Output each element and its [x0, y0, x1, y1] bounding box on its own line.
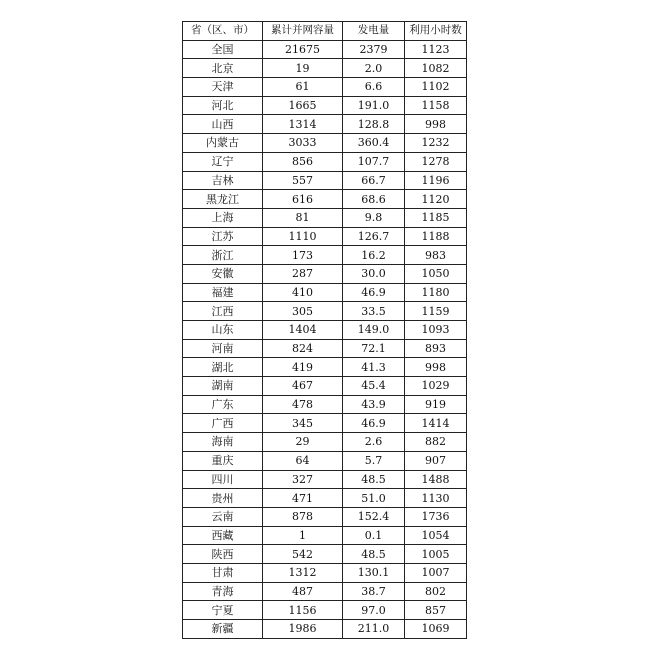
province-cell: 云南 — [183, 507, 263, 526]
capacity-cell: 410 — [263, 283, 343, 302]
header-generation: 发电量 — [343, 22, 405, 41]
capacity-cell: 616 — [263, 190, 343, 209]
generation-cell: 66.7 — [343, 171, 405, 190]
table-row — [183, 507, 467, 526]
province-cell: 青海 — [183, 582, 263, 601]
hours-cell: 1159 — [405, 302, 467, 321]
table-row — [183, 227, 467, 246]
hours-cell: 893 — [405, 339, 467, 358]
capacity-cell: 3033 — [263, 134, 343, 153]
capacity-cell: 1156 — [263, 601, 343, 620]
hours-cell: 857 — [405, 601, 467, 620]
generation-cell: 43.9 — [343, 395, 405, 414]
table-row — [183, 78, 467, 97]
province-cell: 山东 — [183, 321, 263, 340]
generation-cell: 130.1 — [343, 563, 405, 582]
capacity-cell: 305 — [263, 302, 343, 321]
capacity-cell: 542 — [263, 545, 343, 564]
province-cell: 重庆 — [183, 451, 263, 470]
hours-cell: 907 — [405, 451, 467, 470]
generation-cell: 48.5 — [343, 470, 405, 489]
table-row — [183, 395, 467, 414]
hours-cell: 919 — [405, 395, 467, 414]
generation-cell: 68.6 — [343, 190, 405, 209]
capacity-cell: 878 — [263, 507, 343, 526]
table-row — [183, 377, 467, 396]
capacity-cell: 557 — [263, 171, 343, 190]
province-cell: 上海 — [183, 208, 263, 227]
province-cell: 河南 — [183, 339, 263, 358]
table-row — [183, 171, 467, 190]
province-cell: 广西 — [183, 414, 263, 433]
capacity-cell: 1 — [263, 526, 343, 545]
table-row — [183, 264, 467, 283]
table-row — [183, 545, 467, 564]
province-cell: 辽宁 — [183, 152, 263, 171]
province-cell: 天津 — [183, 78, 263, 97]
generation-cell: 2379 — [343, 40, 405, 59]
header-capacity: 累计并网容量 — [263, 22, 343, 41]
table-row — [183, 358, 467, 377]
hours-cell: 1029 — [405, 377, 467, 396]
province-cell: 北京 — [183, 59, 263, 78]
table-row — [183, 190, 467, 209]
generation-cell: 97.0 — [343, 601, 405, 620]
generation-cell: 46.9 — [343, 414, 405, 433]
table-row — [183, 302, 467, 321]
generation-cell: 5.7 — [343, 451, 405, 470]
generation-cell: 2.6 — [343, 433, 405, 452]
table-row — [183, 152, 467, 171]
capacity-cell: 1312 — [263, 563, 343, 582]
generation-cell: 16.2 — [343, 246, 405, 265]
table-row — [183, 470, 467, 489]
hours-cell: 1185 — [405, 208, 467, 227]
hours-cell: 998 — [405, 115, 467, 134]
hours-cell: 802 — [405, 582, 467, 601]
capacity-cell: 1110 — [263, 227, 343, 246]
capacity-cell: 1665 — [263, 96, 343, 115]
generation-cell: 107.7 — [343, 152, 405, 171]
generation-cell: 2.0 — [343, 59, 405, 78]
table-row — [183, 620, 467, 639]
capacity-cell: 64 — [263, 451, 343, 470]
generation-cell: 128.8 — [343, 115, 405, 134]
generation-cell: 38.7 — [343, 582, 405, 601]
generation-cell: 149.0 — [343, 321, 405, 340]
capacity-cell: 61 — [263, 78, 343, 97]
generation-cell: 6.6 — [343, 78, 405, 97]
table-row — [183, 40, 467, 59]
generation-cell: 46.9 — [343, 283, 405, 302]
table-row — [183, 208, 467, 227]
province-cell: 甘肃 — [183, 563, 263, 582]
hours-cell: 1130 — [405, 489, 467, 508]
hours-cell: 1102 — [405, 78, 467, 97]
province-cell: 江苏 — [183, 227, 263, 246]
hours-cell: 882 — [405, 433, 467, 452]
province-cell: 湖南 — [183, 377, 263, 396]
hours-cell: 1232 — [405, 134, 467, 153]
hours-cell: 1054 — [405, 526, 467, 545]
hours-cell: 1188 — [405, 227, 467, 246]
generation-cell: 72.1 — [343, 339, 405, 358]
table-row — [183, 489, 467, 508]
capacity-cell: 81 — [263, 208, 343, 227]
table-row — [183, 582, 467, 601]
capacity-cell: 419 — [263, 358, 343, 377]
capacity-cell: 471 — [263, 489, 343, 508]
province-cell: 陕西 — [183, 545, 263, 564]
generation-cell: 33.5 — [343, 302, 405, 321]
capacity-cell: 824 — [263, 339, 343, 358]
capacity-cell: 856 — [263, 152, 343, 171]
capacity-cell: 467 — [263, 377, 343, 396]
generation-cell: 211.0 — [343, 620, 405, 639]
province-cell: 安徽 — [183, 264, 263, 283]
capacity-cell: 327 — [263, 470, 343, 489]
table-row — [183, 339, 467, 358]
hours-cell: 1082 — [405, 59, 467, 78]
table-row — [183, 246, 467, 265]
generation-cell: 9.8 — [343, 208, 405, 227]
hours-cell: 1050 — [405, 264, 467, 283]
generation-cell: 0.1 — [343, 526, 405, 545]
province-cell: 贵州 — [183, 489, 263, 508]
hours-cell: 1180 — [405, 283, 467, 302]
hours-cell: 1196 — [405, 171, 467, 190]
hours-cell: 1278 — [405, 152, 467, 171]
province-cell: 海南 — [183, 433, 263, 452]
hours-cell: 1007 — [405, 563, 467, 582]
generation-cell: 360.4 — [343, 134, 405, 153]
hours-cell: 1414 — [405, 414, 467, 433]
table-row — [183, 59, 467, 78]
province-cell: 四川 — [183, 470, 263, 489]
generation-cell: 191.0 — [343, 96, 405, 115]
table-row — [183, 451, 467, 470]
table-row — [183, 414, 467, 433]
wind-power-table — [182, 21, 467, 639]
province-cell: 湖北 — [183, 358, 263, 377]
hours-cell: 1069 — [405, 620, 467, 639]
capacity-cell: 287 — [263, 264, 343, 283]
province-cell: 宁夏 — [183, 601, 263, 620]
generation-cell: 41.3 — [343, 358, 405, 377]
hours-cell: 998 — [405, 358, 467, 377]
province-cell: 黑龙江 — [183, 190, 263, 209]
table-row — [183, 563, 467, 582]
table-row — [183, 433, 467, 452]
generation-cell: 51.0 — [343, 489, 405, 508]
province-cell: 江西 — [183, 302, 263, 321]
province-cell: 吉林 — [183, 171, 263, 190]
capacity-cell: 1314 — [263, 115, 343, 134]
table-row — [183, 96, 467, 115]
province-cell: 山西 — [183, 115, 263, 134]
table-row — [183, 283, 467, 302]
table-row — [183, 601, 467, 620]
header-province: 省（区、市） — [183, 22, 263, 41]
hours-cell: 1120 — [405, 190, 467, 209]
generation-cell: 30.0 — [343, 264, 405, 283]
capacity-cell: 19 — [263, 59, 343, 78]
capacity-cell: 1404 — [263, 321, 343, 340]
province-cell: 全国 — [183, 40, 263, 59]
table-row — [183, 134, 467, 153]
capacity-cell: 21675 — [263, 40, 343, 59]
province-cell: 新疆 — [183, 620, 263, 639]
header-utilization-hours: 利用小时数 — [405, 22, 467, 41]
capacity-cell: 1986 — [263, 620, 343, 639]
table-body — [183, 40, 467, 638]
table-header-row — [183, 22, 467, 41]
generation-cell: 126.7 — [343, 227, 405, 246]
table-row — [183, 526, 467, 545]
capacity-cell: 173 — [263, 246, 343, 265]
hours-cell: 1123 — [405, 40, 467, 59]
province-cell: 广东 — [183, 395, 263, 414]
generation-cell: 48.5 — [343, 545, 405, 564]
hours-cell: 1488 — [405, 470, 467, 489]
province-cell: 河北 — [183, 96, 263, 115]
province-cell: 福建 — [183, 283, 263, 302]
hours-cell: 1158 — [405, 96, 467, 115]
table-row — [183, 321, 467, 340]
capacity-cell: 487 — [263, 582, 343, 601]
generation-cell: 45.4 — [343, 377, 405, 396]
province-cell: 内蒙古 — [183, 134, 263, 153]
capacity-cell: 478 — [263, 395, 343, 414]
capacity-cell: 345 — [263, 414, 343, 433]
hours-cell: 1093 — [405, 321, 467, 340]
generation-cell: 152.4 — [343, 507, 405, 526]
province-cell: 西藏 — [183, 526, 263, 545]
province-cell: 浙江 — [183, 246, 263, 265]
hours-cell: 1005 — [405, 545, 467, 564]
hours-cell: 1736 — [405, 507, 467, 526]
table-row — [183, 115, 467, 134]
hours-cell: 983 — [405, 246, 467, 265]
capacity-cell: 29 — [263, 433, 343, 452]
